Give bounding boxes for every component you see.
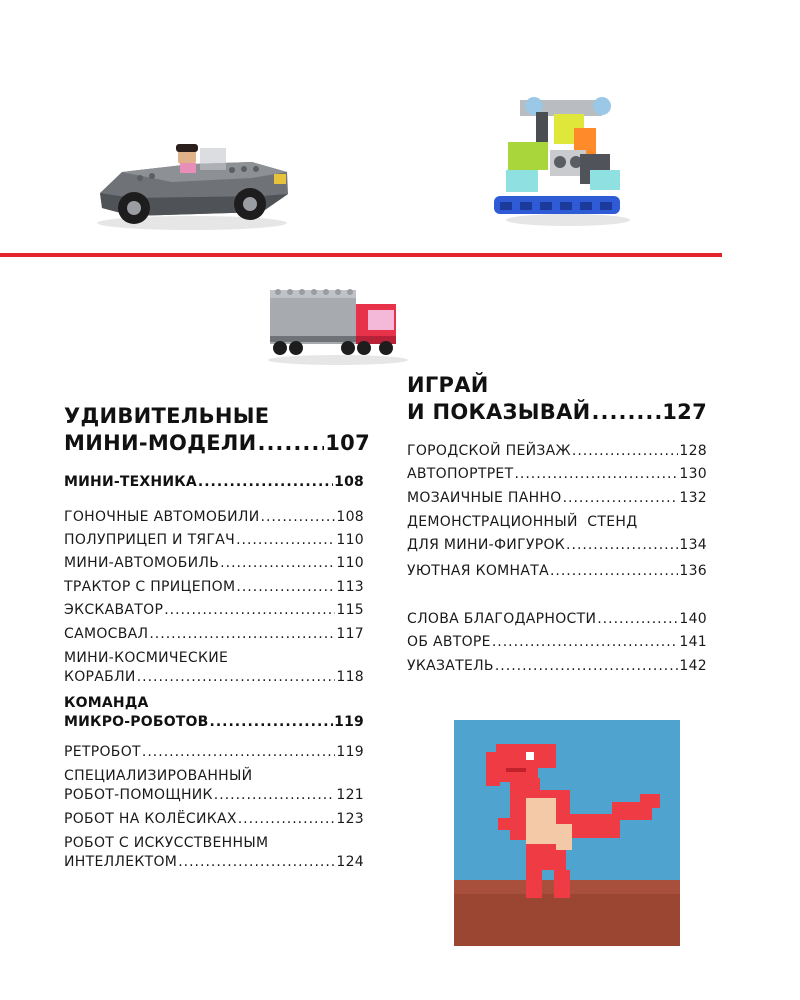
toc-entry-helper-robot: СПЕЦИАЛИЗИРОВАННЫЙ РОБОТ-ПОМОЩНИК ..... 121 [64,767,364,805]
toc-entry-cityscape: ГОРОДСКОЙ ПЕЙЗАЖ ..... 128 [407,442,707,461]
toc-entry-cozy-room: УЮТНАЯ КОМНАТА ..... 136 [407,562,707,581]
section-mini-tech: МИНИ-ТЕХНИКА ..... 108 [64,473,364,492]
toc-entry-mosaic: МОЗАИЧНЫЕ ПАННО ..... 132 [407,489,707,508]
toc-entry-mini-car: МИНИ-АВТОМОБИЛЬ ..... 110 [64,554,364,573]
toc-entry-racing-cars: ГОНОЧНЫЕ АВТОМОБИЛИ ..... 108 [64,508,364,527]
toc-entry-thanks: СЛОВА БЛАГОДАРНОСТИ ..... 140 [407,610,707,629]
toc-entry-excavator: ЭКСКАВАТОР ..... 115 [64,601,364,620]
main-heading-mini-models: УДИВИТЕЛЬНЫЕ МИНИ-МОДЕЛИ ..... 107 [64,403,370,457]
lego-robot-image [488,92,633,230]
toc-entry-space-ships: МИНИ-КОСМИЧЕСКИЕ КОРАБЛИ ..... 118 [64,649,364,687]
main-heading-play-show: ИГРАЙ И ПОКАЗЫВАЙ ..... 127 [407,372,707,426]
toc-entry-about-author: ОБ АВТОРЕ ..... 141 [407,633,707,652]
toc-entry-tractor: ТРАКТОР С ПРИЦЕПОМ ..... 113 [64,578,364,597]
lego-truck-image [264,280,412,368]
toc-entry-semi-trailer: ПОЛУПРИЦЕП И ТЯГАЧ ..... 110 [64,531,364,550]
toc-entry-dump-truck: САМОСВАЛ ..... 117 [64,625,364,644]
toc-entry-retrobot: РЕТРОБОТ ..... 119 [64,743,364,762]
toc-entry-index: УКАЗАТЕЛЬ ..... 142 [407,657,707,676]
toc-entry-ai-robot: РОБОТ С ИСКУССТВЕННЫМ ИНТЕЛЛЕКТОМ ..... 124 [64,834,364,872]
toc-entry-display-stand: ДЕМОНСТРАЦИОННЫЙ СТЕНД ДЛЯ МИНИ-ФИГУРОК ..... 134 [407,513,707,555]
lego-car-image [92,138,292,233]
dinosaur-mosaic-image [406,694,710,970]
red-divider [0,253,722,257]
section-micro-robots: КОМАНДА МИКРО-РОБОТОВ ..... 119 [64,694,364,732]
toc-entry-self-portrait: АВТОПОРТРЕТ ..... 130 [407,465,707,484]
toc-entry-wheel-robot: РОБОТ НА КОЛЁСИКАХ ..... 123 [64,810,364,829]
